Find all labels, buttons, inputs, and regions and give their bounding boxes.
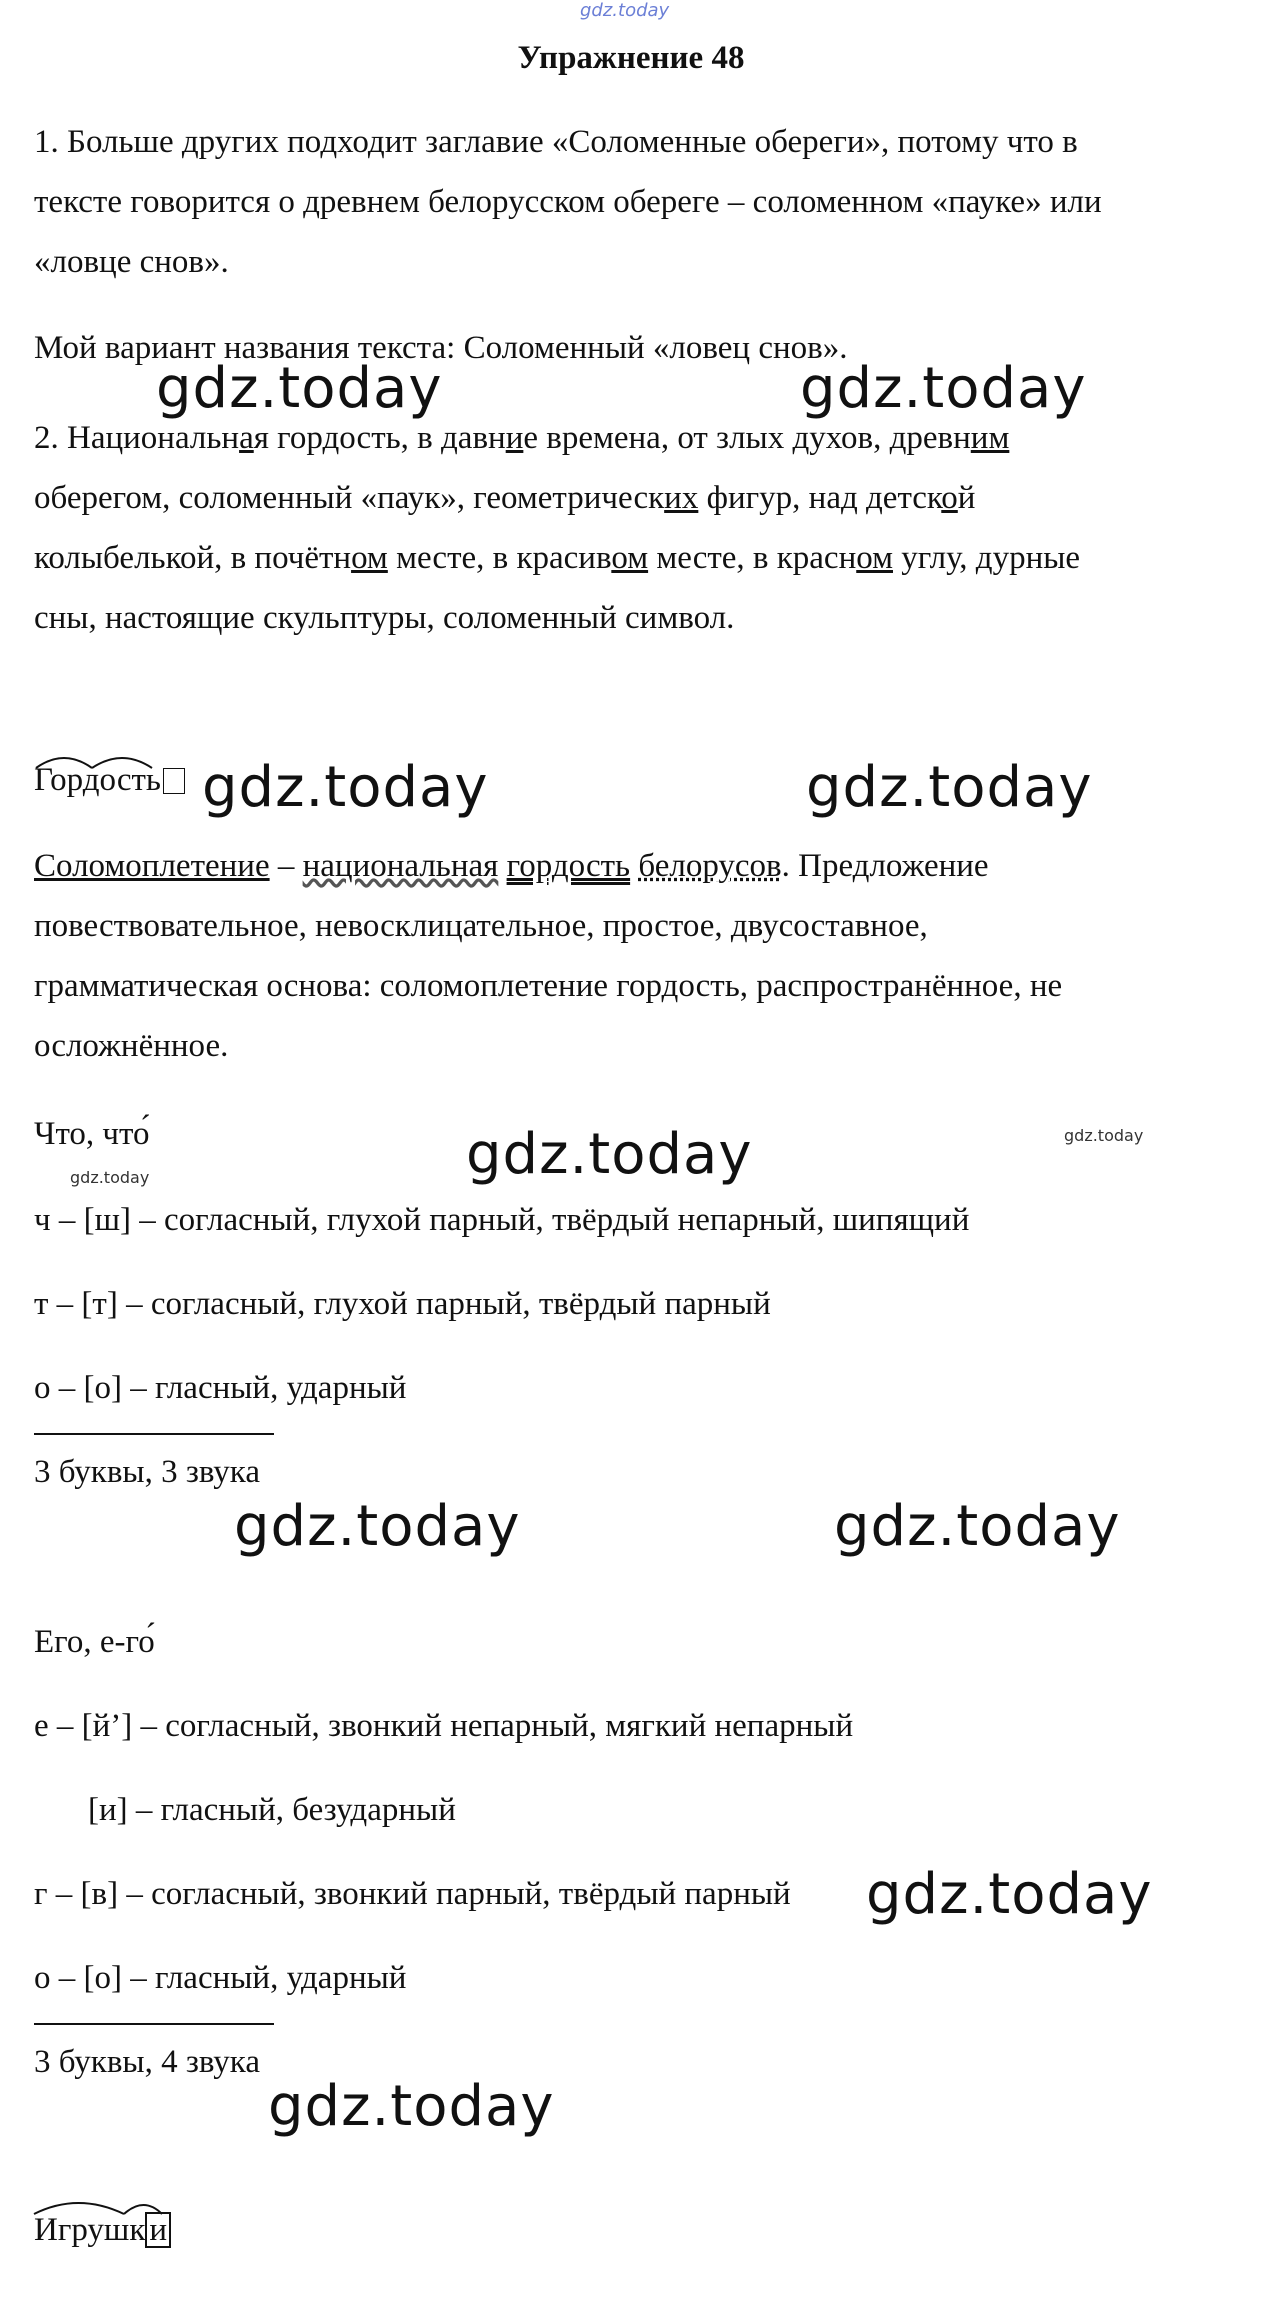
phonetic1-word: Что, что́ [34, 1116, 150, 1152]
watermark-small: gdz.today [70, 1168, 150, 1187]
sentence-line3: грамматическая основа: соломоплетение гордость, распространённое, не [34, 968, 1063, 1004]
para2-line2: оберегом, соломенный «паук», геометрических фигур, над детской [34, 480, 976, 516]
para2-line1: 2. Национальная гордость, в давние времена, от злых духов, древним [34, 420, 1010, 456]
ending-box-icon [163, 768, 185, 794]
watermark: gdz.today [202, 755, 489, 820]
para1-line2: тексте говорится о древнем белорусском обереге – соломенном «пауке» или [34, 184, 1102, 220]
watermark: gdz.today [834, 1494, 1121, 1559]
para1-line3: «ловце снов». [34, 244, 229, 280]
watermark: gdz.today [806, 755, 1093, 820]
divider [34, 1433, 274, 1435]
watermark-small: gdz.today [1064, 1126, 1144, 1145]
divider [34, 2023, 274, 2025]
phonetic1-row: ч – [ш] – согласный, глухой парный, твёрдый непарный, шипящий [34, 1202, 970, 1238]
page-title: Упражнение 48 [517, 40, 745, 76]
watermark: gdz.today [866, 1862, 1153, 1927]
morph-word-igrushki: Игрушк и [34, 2210, 171, 2250]
phonetic2-row: [и] – гласный, безударный [88, 1792, 456, 1828]
watermark-top: gdz.today [580, 0, 670, 21]
para1-line1: 1. Больше других подходит заглавие «Соломенные обереги», потому что в [34, 124, 1078, 160]
variant-line: Мой вариант названия текста: Соломенный «ловец снов». [34, 330, 848, 366]
sentence-line4: осложнённое. [34, 1028, 229, 1064]
morph-word-gordost: Гордость [34, 760, 185, 800]
para2-line4: сны, настоящие скульптуры, соломенный символ. [34, 600, 735, 636]
phonetic2-row: г – [в] – согласный, звонкий парный, твёрдый парный [34, 1876, 791, 1912]
phonetic2-word: Его, е-го́ [34, 1624, 155, 1660]
sentence-line2: повествовательное, невосклицательное, простое, двусоставное, [34, 908, 928, 944]
phonetic1-summary: 3 буквы, 3 звука [34, 1454, 260, 1490]
phonetic2-summary: 3 буквы, 4 звука [34, 2044, 260, 2080]
ending-box: и [145, 2212, 171, 2248]
para2-line3: колыбелькой, в почётном месте, в красивом месте, в красном углу, дурные [34, 540, 1081, 576]
phonetic1-row: о – [о] – гласный, ударный [34, 1370, 407, 1406]
watermark: gdz.today [466, 1122, 753, 1187]
watermark: gdz.today [156, 356, 443, 421]
phonetic2-row: е – [й’] – согласный, звонкий непарный, мягкий непарный [34, 1708, 854, 1744]
sentence-line1: Соломоплетение – национальная гордость белорусов. Предложение [34, 848, 989, 884]
watermark: gdz.today [234, 1494, 521, 1559]
phonetic1-row: т – [т] – согласный, глухой парный, твёрдый парный [34, 1286, 771, 1322]
watermark: gdz.today [268, 2074, 555, 2139]
watermark: gdz.today [800, 356, 1087, 421]
phonetic2-row: о – [о] – гласный, ударный [34, 1960, 407, 1996]
